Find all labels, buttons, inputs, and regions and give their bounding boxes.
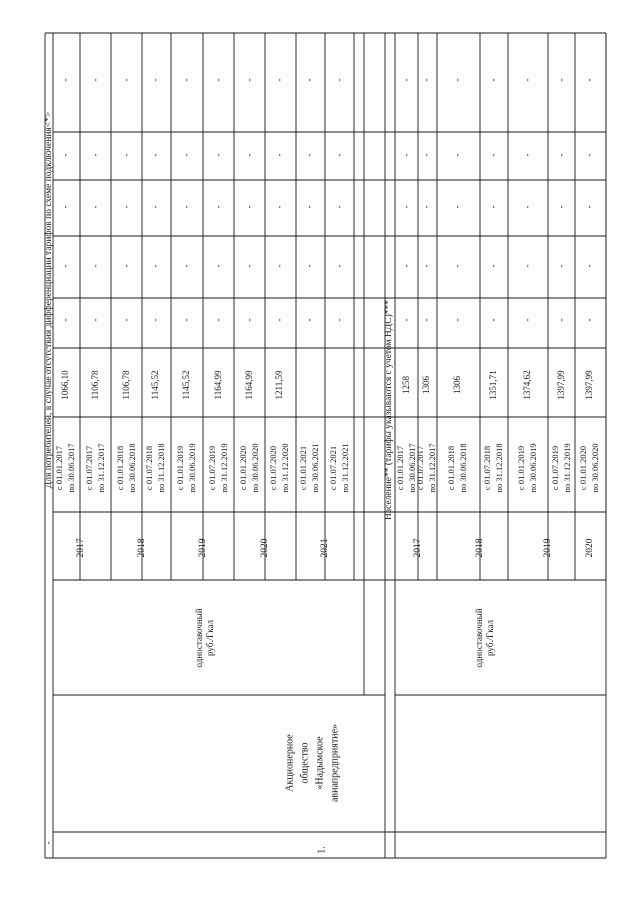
empty-cell-dash: - <box>150 205 161 209</box>
empty-cell-dash: - <box>556 78 567 82</box>
rate-type-label: одноставочный <box>194 608 205 668</box>
row-number: 1. <box>316 846 328 854</box>
empty-cell-dash: - <box>421 205 432 209</box>
empty-cell-dash: - <box>274 264 285 268</box>
empty-cell-dash: - <box>522 153 533 157</box>
empty-cell-dash: - <box>488 318 499 322</box>
period-from: с 01.01.2017 <box>394 445 405 491</box>
rate-unit-label: руб./Гкал <box>485 619 496 657</box>
empty-cell-dash: - <box>452 205 463 209</box>
empty-cell-dash: - <box>60 153 71 157</box>
empty-cell-dash: - <box>334 318 345 322</box>
empty-cell-dash: - <box>556 264 567 268</box>
year-label: 2020 <box>585 538 596 558</box>
empty-cell-dash: - <box>452 153 463 157</box>
empty-cell-dash: - <box>488 153 499 157</box>
year-label: 2019 <box>198 538 209 558</box>
tariff-value: 1106,78 <box>121 370 132 400</box>
period-to: по 31.12.2019 <box>218 443 229 493</box>
empty-cell-dash: - <box>90 153 101 157</box>
empty-cell-dash: - <box>522 78 533 82</box>
empty-cell-dash: - <box>90 205 101 209</box>
empty-cell-dash: - <box>121 78 132 82</box>
org-name-line: «Надымское <box>314 736 326 790</box>
tariff-value: 1306 <box>452 376 463 394</box>
year-label: 2019 <box>543 538 554 558</box>
period-to: по 31.12.2017 <box>95 443 106 493</box>
empty-cell-dash: - <box>90 318 101 322</box>
corner-dash: - <box>43 841 54 845</box>
year-label: 2018 <box>137 538 148 558</box>
period-to: по 31.12.2021 <box>339 443 350 493</box>
empty-cell-dash: - <box>584 205 595 209</box>
period-from: с 01.07.2017 <box>414 445 425 491</box>
period-to: по 30.06.2020 <box>589 443 600 493</box>
tariff-value: 1351,71 <box>488 370 499 400</box>
empty-cell-dash: - <box>90 264 101 268</box>
period-to: по 31.12.2017 <box>426 443 437 493</box>
period-to: по 31.12.2018 <box>493 443 504 493</box>
period-from: с 01.07.2018 <box>481 445 492 491</box>
year-label: 2017 <box>76 538 87 558</box>
empty-cell-dash: - <box>121 205 132 209</box>
empty-cell-dash: - <box>421 318 432 322</box>
empty-cell-dash: - <box>452 78 463 82</box>
tariff-value: 1258 <box>401 376 412 394</box>
tariff-value: 1397,99 <box>584 370 595 400</box>
period-to: по 30.06.2017 <box>65 443 76 493</box>
empty-cell-dash: - <box>488 205 499 209</box>
empty-cell-dash: - <box>121 153 132 157</box>
period-from: с 01.07.2021 <box>327 445 338 491</box>
empty-cell-dash: - <box>121 318 132 322</box>
empty-cell-dash: - <box>60 205 71 209</box>
empty-cell-dash: - <box>334 153 345 157</box>
empty-cell-dash: - <box>181 153 192 157</box>
empty-cell-dash: - <box>150 318 161 322</box>
empty-cell-dash: - <box>181 318 192 322</box>
empty-cell-dash: - <box>584 78 595 82</box>
empty-cell-dash: - <box>522 264 533 268</box>
empty-cell-dash: - <box>452 318 463 322</box>
tariff-value: 1066,10 <box>60 370 71 400</box>
empty-cell-dash: - <box>421 153 432 157</box>
tariff-value: 1106,78 <box>90 370 101 400</box>
period-from: с 01.07.2017 <box>83 445 94 491</box>
empty-cell-dash: - <box>90 78 101 82</box>
year-label: 2021 <box>320 538 331 558</box>
empty-cell-dash: - <box>584 264 595 268</box>
period-to: по 31.12.2018 <box>155 443 166 493</box>
empty-cell-dash: - <box>274 153 285 157</box>
org-name-line: общество <box>299 742 311 784</box>
year-label: 2020 <box>260 538 271 558</box>
empty-cell-dash: - <box>401 205 412 209</box>
tariff-value: 1145,52 <box>181 370 192 400</box>
empty-cell-dash: - <box>584 153 595 157</box>
corner-dash: - <box>600 70 611 74</box>
empty-cell-dash: - <box>181 264 192 268</box>
period-from: с 01.01.2021 <box>297 445 308 491</box>
empty-cell-dash: - <box>181 205 192 209</box>
empty-cell-dash: - <box>488 264 499 268</box>
empty-cell-dash: - <box>304 78 315 82</box>
tariff-value: 1374,62 <box>522 370 533 400</box>
period-to: по 31.12.2020 <box>279 443 290 493</box>
period-from: с 01.01.2018 <box>114 445 125 491</box>
empty-cell-dash: - <box>213 318 224 322</box>
period-from: с 01.01.2018 <box>445 445 456 491</box>
empty-cell-dash: - <box>401 153 412 157</box>
empty-cell-dash: - <box>556 318 567 322</box>
empty-cell-dash: - <box>522 318 533 322</box>
empty-cell-dash: - <box>244 153 255 157</box>
empty-cell-dash: - <box>213 78 224 82</box>
empty-cell-dash: - <box>60 78 71 82</box>
population-header-text: Население** (тарифы указываются с учетом НДС)*** <box>384 300 395 520</box>
empty-cell-dash: - <box>244 78 255 82</box>
empty-cell-dash: - <box>304 153 315 157</box>
tariff-value: 1397,99 <box>556 370 567 400</box>
empty-cell-dash: - <box>181 78 192 82</box>
empty-cell-dash: - <box>213 264 224 268</box>
empty-cell-dash: - <box>401 78 412 82</box>
empty-cell-dash: - <box>556 205 567 209</box>
empty-cell-dash: - <box>584 318 595 322</box>
empty-cell-dash: - <box>401 264 412 268</box>
tariff-value: 1211,59 <box>274 370 285 400</box>
empty-cell-dash: - <box>150 153 161 157</box>
empty-cell-dash: - <box>274 78 285 82</box>
empty-cell-dash: - <box>274 318 285 322</box>
period-to: по 30.06.2018 <box>126 443 137 493</box>
year-label: 2017 <box>413 538 424 558</box>
period-from: с 01.01.2017 <box>53 445 64 491</box>
period-from: с 01.01.2019 <box>174 445 185 491</box>
period-to: по 30.06.2021 <box>309 443 320 493</box>
empty-cell-dash: - <box>150 78 161 82</box>
year-label: 2018 <box>475 538 486 558</box>
empty-cell-dash: - <box>244 318 255 322</box>
empty-cell-dash: - <box>334 205 345 209</box>
rate-type-label: одноставочный <box>474 608 485 668</box>
empty-cell-dash: - <box>334 78 345 82</box>
period-from: с 01.01.2019 <box>515 445 526 491</box>
empty-cell-dash: - <box>334 264 345 268</box>
table-text <box>43 71 610 854</box>
period-from: с 01.07.2019 <box>549 445 560 491</box>
period-to: по 30.06.2017 <box>406 443 417 493</box>
empty-cell-dash: - <box>556 153 567 157</box>
empty-cell-dash: - <box>274 205 285 209</box>
period-from: с 01.07.2019 <box>206 445 217 491</box>
empty-cell-dash: - <box>150 264 161 268</box>
section-header-text: Для потребителей, в случае отсутствия дифференциации тарифов по схеме подключения<*> <box>44 111 55 489</box>
period-from: с 01.07.2020 <box>267 445 278 491</box>
empty-cell-dash: - <box>304 318 315 322</box>
empty-cell-dash: - <box>60 318 71 322</box>
period-from: с 01.01.2020 <box>237 445 248 491</box>
empty-cell-dash: - <box>60 264 71 268</box>
org-name-line: Акционерное <box>284 734 296 792</box>
tariff-value: 1306 <box>421 376 432 394</box>
empty-cell-dash: - <box>244 264 255 268</box>
org-name-line: авиапредприятие» <box>329 723 341 803</box>
empty-cell-dash: - <box>121 264 132 268</box>
period-to: по 30.06.2019 <box>527 443 538 493</box>
empty-cell-dash: - <box>421 78 432 82</box>
empty-cell-dash: - <box>452 264 463 268</box>
tariff-value: 1145,52 <box>150 370 161 400</box>
rate-unit-label: руб./Гкал <box>205 619 216 657</box>
period-from: с 01.07.2018 <box>143 445 154 491</box>
empty-cell-dash: - <box>213 205 224 209</box>
empty-cell-dash: - <box>244 205 255 209</box>
tariff-value: 1164,99 <box>213 370 224 400</box>
empty-cell-dash: - <box>401 318 412 322</box>
empty-cell-dash: - <box>213 153 224 157</box>
empty-cell-dash: - <box>488 78 499 82</box>
period-to: по 31.12.2019 <box>561 443 572 493</box>
empty-cell-dash: - <box>522 205 533 209</box>
period-to: по 30.06.2019 <box>186 443 197 493</box>
period-to: по 30.06.2018 <box>457 443 468 493</box>
empty-cell-dash: - <box>304 264 315 268</box>
tariff-value: 1164,99 <box>244 370 255 400</box>
period-from: с 01.01.2020 <box>577 445 588 491</box>
period-to: по 30.06.2020 <box>249 443 260 493</box>
empty-cell-dash: - <box>421 264 432 268</box>
empty-cell-dash: - <box>304 205 315 209</box>
